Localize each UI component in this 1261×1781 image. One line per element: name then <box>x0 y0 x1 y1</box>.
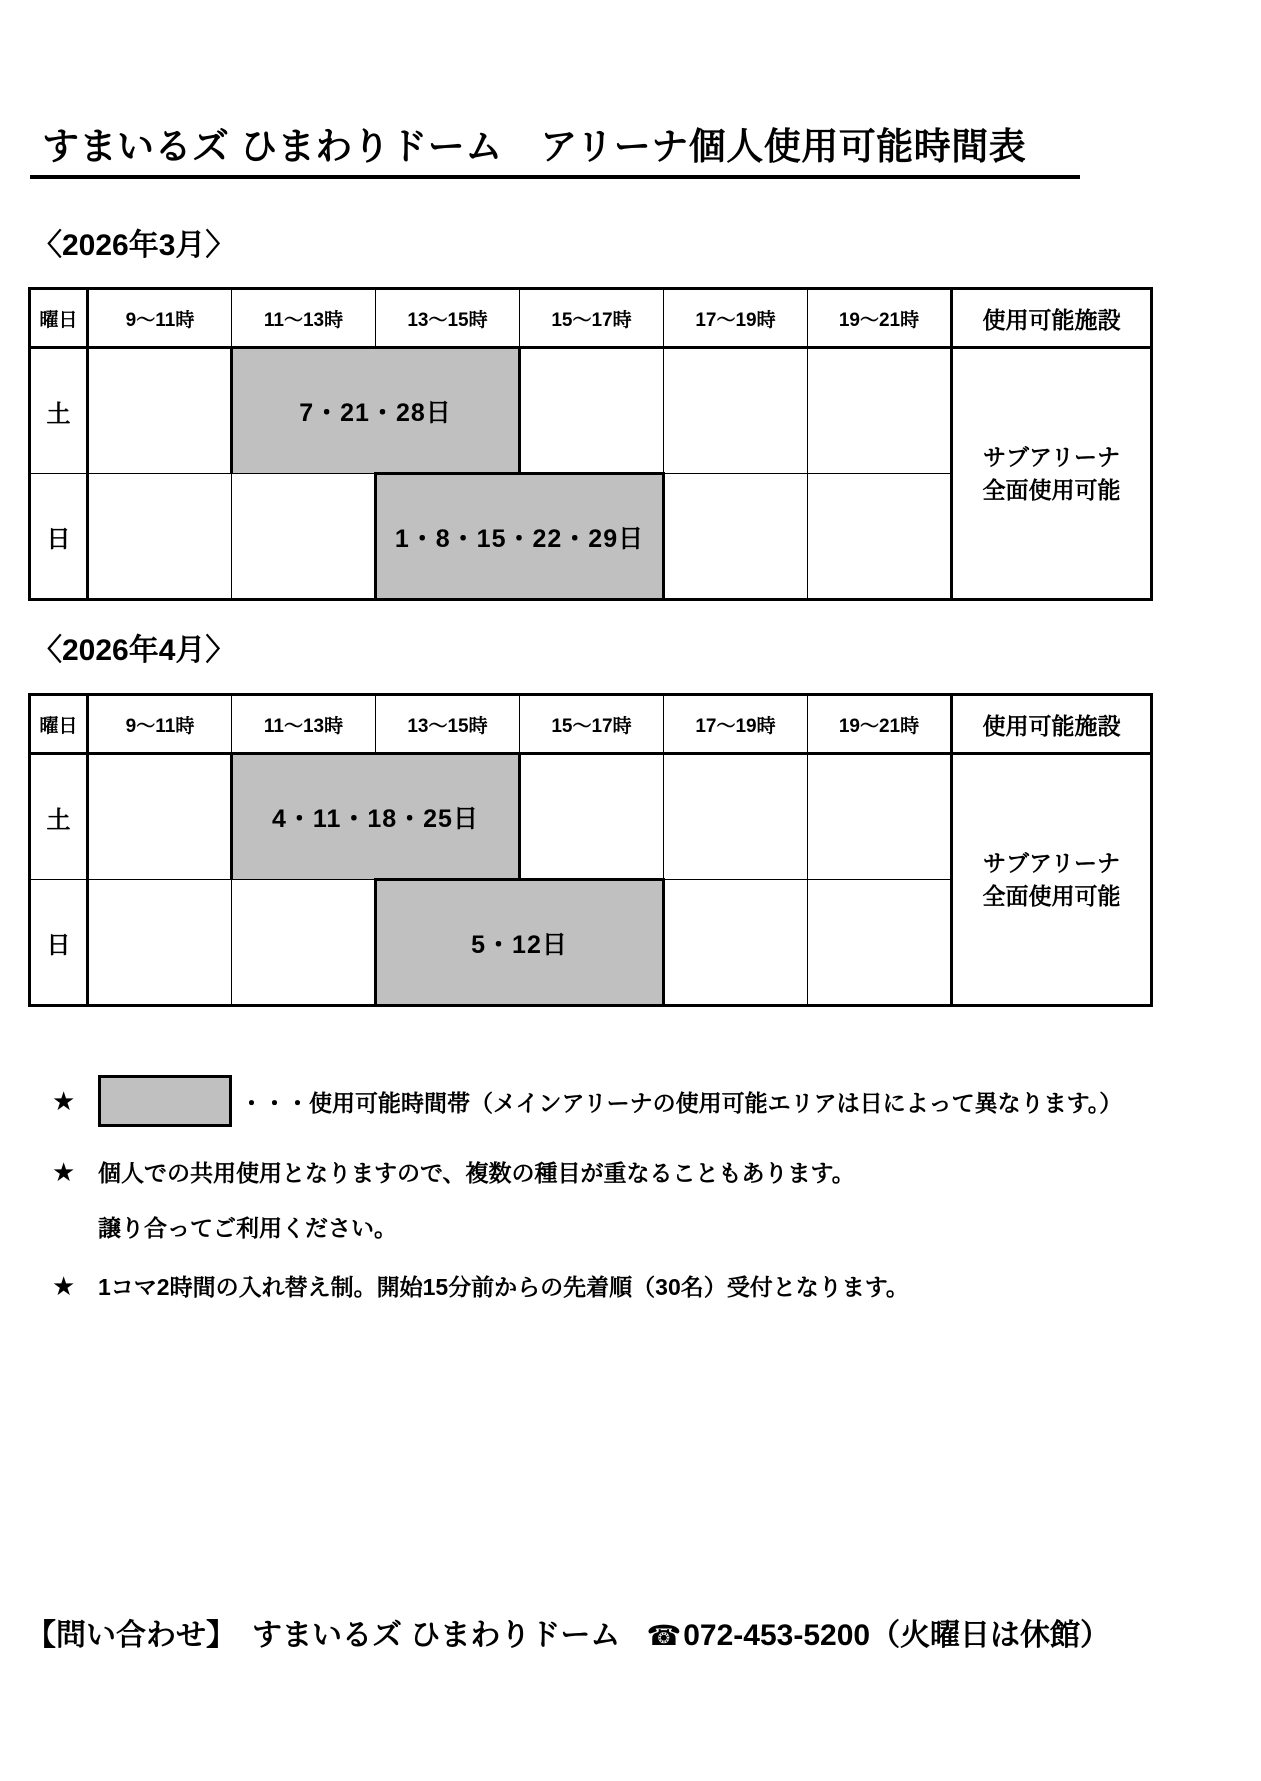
month-heading-april: 〈2026年4月〉 <box>32 634 236 667</box>
table-header-march <box>30 289 1152 348</box>
availability-block-saturday: 7・21・28日 <box>232 348 520 474</box>
note-text-slot-rule: 1コマ2時間の入れ替え制。開始15分前からの先着順（30名）受付となります。 <box>98 1274 909 1300</box>
table-body-march <box>30 348 1152 600</box>
table-row-saturday <box>30 754 1152 880</box>
facility-line-2: 全面使用可能 <box>982 476 1121 503</box>
schedule-table-april <box>28 693 1153 1007</box>
column-header-facility: 使用可能施設 <box>952 695 1152 754</box>
slot-cell-empty <box>88 474 232 600</box>
legend-color-swatch <box>98 1075 232 1127</box>
column-header-slot-6: 19〜21時 <box>808 289 952 348</box>
day-label-saturday: 土 <box>30 348 88 474</box>
column-header-slot-1: 9〜11時 <box>88 695 232 754</box>
contact-closed-note: （火曜日は休館） <box>870 1619 1111 1652</box>
column-header-slot-2: 11〜13時 <box>232 695 376 754</box>
footer-contact <box>26 1610 1226 1654</box>
slot-cell-empty <box>88 754 232 880</box>
contact-facility-name: すまいるズ ひまわりドーム <box>252 1619 621 1652</box>
slot-cell-empty <box>664 348 808 474</box>
slot-cell-empty <box>232 474 376 600</box>
column-header-slot-1: 9〜11時 <box>88 289 232 348</box>
facility-cell <box>952 754 1152 1006</box>
telephone-icon: ☎ <box>646 1620 682 1651</box>
note-row-shared-use <box>52 1155 1072 1188</box>
star-icon: ★ <box>52 1156 76 1187</box>
page-title: すまいるズ ひまわりドーム アリーナ個人使用可能時間表 <box>42 126 1027 167</box>
column-header-slot-6: 19〜21時 <box>808 695 952 754</box>
column-header-slot-5: 17〜19時 <box>664 695 808 754</box>
availability-block-sunday: 1・8・15・22・29日 <box>376 474 664 600</box>
slot-cell-empty <box>808 754 952 880</box>
column-header-slot-4: 15〜17時 <box>520 289 664 348</box>
availability-block-sunday: 5・12日 <box>376 880 664 1006</box>
availability-block-saturday: 4・11・18・25日 <box>232 754 520 880</box>
title-underline <box>30 175 1080 179</box>
column-header-slot-3: 13〜15時 <box>376 695 520 754</box>
column-header-slot-2: 11〜13時 <box>232 289 376 348</box>
slot-cell-empty <box>88 880 232 1006</box>
column-header-slot-3: 13〜15時 <box>376 289 520 348</box>
column-header-slot-5: 17〜19時 <box>664 289 808 348</box>
note-row-shared-use-cont <box>98 1210 1072 1243</box>
column-header-day: 曜日 <box>30 695 88 754</box>
slot-cell-empty <box>520 754 664 880</box>
slot-cell-empty <box>808 348 952 474</box>
contact-label: 【問い合わせ】 <box>26 1619 236 1652</box>
slot-cell-empty <box>664 754 808 880</box>
day-label-saturday: 土 <box>30 754 88 880</box>
facility-line-1: サブアリーナ <box>982 850 1121 877</box>
table-body-april <box>30 754 1152 1006</box>
slot-cell-empty <box>664 880 808 1006</box>
column-header-facility: 使用可能施設 <box>952 289 1152 348</box>
schedule-table-march <box>28 287 1153 601</box>
day-label-sunday: 日 <box>30 474 88 600</box>
month-heading-march: 〈2026年3月〉 <box>32 229 236 262</box>
day-label-sunday: 日 <box>30 880 88 1006</box>
title-block <box>30 126 1090 179</box>
legend-description: ・・・使用可能時間帯（メインアリーナの使用可能エリアは日によって異なります。） <box>240 1089 1123 1116</box>
slot-cell-empty <box>808 474 952 600</box>
slot-cell-empty <box>232 880 376 1006</box>
header-row <box>30 695 1152 754</box>
note-text-shared-use-continued: 譲り合ってご利用ください。 <box>98 1215 397 1241</box>
table-row-saturday <box>30 348 1152 474</box>
column-header-day: 曜日 <box>30 289 88 348</box>
star-icon: ★ <box>52 1270 76 1301</box>
notes-section <box>52 1075 1123 1316</box>
facility-line-2: 全面使用可能 <box>982 882 1121 909</box>
star-icon: ★ <box>52 1086 76 1116</box>
contact-phone-number: 072-453-5200 <box>683 1619 871 1652</box>
slot-cell-empty <box>664 474 808 600</box>
slot-cell-empty <box>520 348 664 474</box>
slot-cell-empty <box>808 880 952 1006</box>
note-text-shared-use: 個人での共用使用となりますので、複数の種目が重なることもあります。 <box>98 1160 855 1186</box>
facility-cell <box>952 348 1152 600</box>
legend-row <box>52 1075 1123 1127</box>
note-row-slot-rule <box>52 1269 1072 1302</box>
table-header-april <box>30 695 1152 754</box>
header-row <box>30 289 1152 348</box>
column-header-slot-4: 15〜17時 <box>520 695 664 754</box>
slot-cell-empty <box>88 348 232 474</box>
facility-line-1: サブアリーナ <box>982 444 1121 471</box>
